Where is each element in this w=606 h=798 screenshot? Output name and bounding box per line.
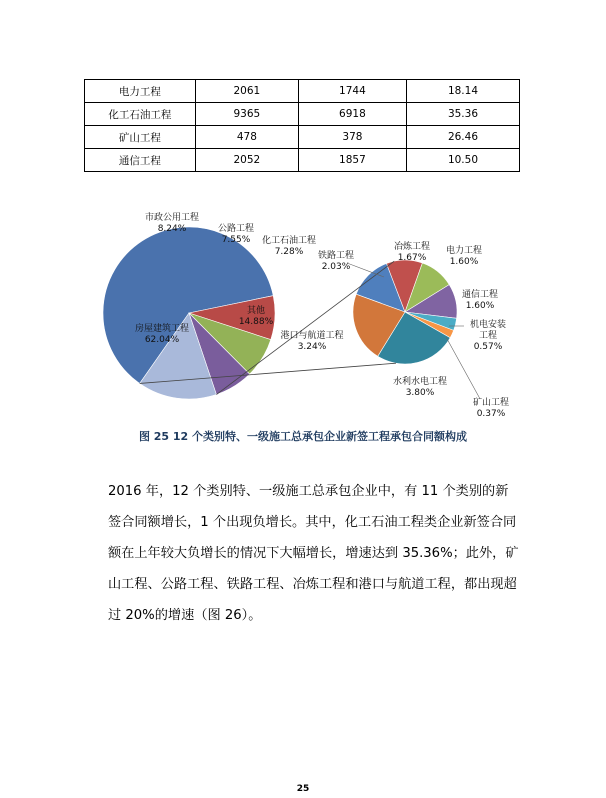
pie-chart [84,205,524,420]
table-cell-category: 电力工程 [85,80,196,103]
table-cell-value: 35.36 [406,103,519,126]
data-table [84,79,520,172]
table-cell-value: 378 [298,126,406,149]
label-jidian: 机电安装工程 0.57% [469,320,507,352]
table-cell-category: 化工石油工程 [85,103,196,126]
table-cell-value: 478 [195,126,298,149]
table-cell-value: 1857 [298,149,406,172]
table-cell-value: 2061 [195,80,298,103]
table-cell-value: 6918 [298,103,406,126]
figure-caption: 图 25 12 个类别特、一级施工总承包企业新签工程承包合同额构成 [138,430,468,443]
label-tielu: 铁路工程 2.03% [317,251,355,272]
table-cell-category: 矿山工程 [85,126,196,149]
table-cell-value: 10.50 [406,149,519,172]
label-gonglu: 公路工程 7.55% [217,224,255,245]
label-tongxin: 通信工程 1.60% [461,290,499,311]
body-paragraph: 2016 年，12 个类别特、一级施工总承包企业中，有 11 个类别的新签合同额增长，1 个出现负增长。其中，化工石油工程类企业新签合同额在上年较大负增长的情况下大幅增长，增速达到 35.36%；此外，矿山工程、公路工程、铁路工程、冶炼工程和港口与航道工程，都出现超过 20%的增速（图 26）。 [108,484,519,623]
label-fangwu: 房屋建筑工程 62.04% [134,324,190,345]
label-dianli: 电力工程 1.60% [445,246,483,267]
label-huagong: 化工石油工程 7.28% [261,236,317,257]
label-yelian: 冶炼工程 1.67% [393,242,431,263]
label-shizheng: 市政公用工程 8.24% [144,213,200,234]
sub-pie [353,260,457,364]
label-kuangshan: 矿山工程 0.37% [472,398,510,419]
table-row [85,80,520,103]
table-cell-value: 26.46 [406,126,519,149]
label-gangkou: 港口与航道工程 3.24% [280,331,344,352]
table-cell-value: 2052 [195,149,298,172]
label-shuili: 水利水电工程 3.80% [392,377,448,398]
page-number: 25 [296,784,310,794]
table-row [85,126,520,149]
table-cell-value: 18.14 [406,80,519,103]
table-row [85,103,520,126]
table-row [85,149,520,172]
table-cell-value: 9365 [195,103,298,126]
label-qita: 其他 14.88% [238,306,274,327]
table-cell-category: 通信工程 [85,149,196,172]
table-cell-value: 1744 [298,80,406,103]
